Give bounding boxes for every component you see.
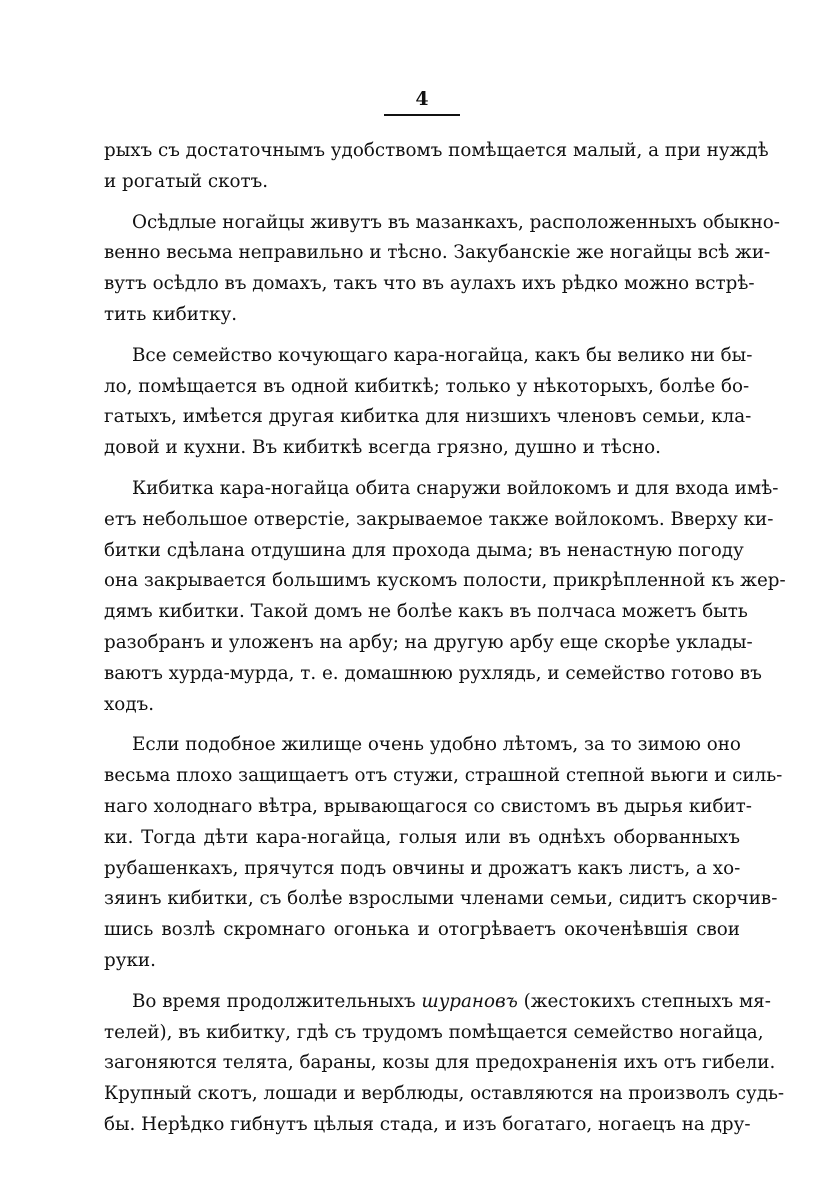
paragraph-2 <box>104 208 780 331</box>
text-line: и рогатый скотъ. <box>104 170 269 192</box>
body-text <box>104 136 786 1141</box>
text-line: наго холоднаго вѣтра, врывающагося со свистомъ въ дырья кибит- <box>104 795 752 817</box>
book-page <box>104 88 786 1151</box>
text-line: весьма плохо защищаетъ отъ стужи, страшной степной вьюги и силь- <box>104 765 783 787</box>
text-line: рубашенкахъ, прячутся подъ овчины и дрожатъ какъ листъ, а хо- <box>104 857 741 879</box>
text-line: шись возлѣ скромнаго огонька и отогрѣваетъ окоченѣвшія свои <box>104 919 740 941</box>
text-line: гатыхъ, имѣется другая кибитка для низшихъ членовъ семьи, кла- <box>104 406 752 428</box>
text-line: Кибитка кара-ногайца обита снаружи войлокомъ и для входа имѣ- <box>132 477 779 499</box>
text-fragment: Во время продолжительныхъ <box>132 990 416 1012</box>
text-line: ваютъ хурда-мурда, т. е. домашнюю рухлядь, и семейство готово въ <box>104 662 762 684</box>
text-line: венно весьма неправильно и тѣсно. Закубанскіе же ногайцы всѣ жи- <box>104 242 771 264</box>
text-line: Осѣдлые ногайцы живутъ въ мазанкахъ, расположенныхъ обыкно- <box>132 211 780 233</box>
text-line: ло, помѣщается въ одной кибиткѣ; только у нѣкоторыхъ, болѣе бо- <box>104 375 750 397</box>
text-line: дямъ кибитки. Такой домъ не болѣе какъ въ полчаса можетъ быть <box>104 601 748 623</box>
text-line: ходъ. <box>104 693 155 715</box>
text-line: ки. Тогда дѣти кара-ногайца, голыя или въ однѣхъ оборванныхъ <box>104 826 740 848</box>
paragraph-1 <box>104 136 769 198</box>
italic-term: шурановъ <box>421 990 518 1012</box>
text-line: Если подобное жилище очень удобно лѣтомъ, за то зимою оно <box>132 734 741 756</box>
page-number: 4 <box>415 88 429 110</box>
text-line: разобранъ и уложенъ на арбу; на другую арбу еще скорѣе уклады- <box>104 631 753 653</box>
text-line: руки. <box>104 949 156 971</box>
text-line: зяинъ кибитки, съ болѣе взрослыми членами семьи, сидитъ скорчив- <box>104 888 778 910</box>
text-line: довой и кухни. Въ кибиткѣ всегда грязно, душно и тѣсно. <box>104 437 661 459</box>
text-line: телей), въ кибитку, гдѣ съ трудомъ помѣщается семейство ногайца, <box>104 1021 764 1043</box>
text-line: вутъ осѣдло въ домахъ, такъ что въ аулахъ ихъ рѣдко можно встрѣ- <box>104 273 755 295</box>
text-line: бы. Нерѣдко гибнутъ цѣлыя стада, и изъ богатаго, ногаецъ на дру- <box>104 1113 751 1135</box>
paragraph-6 <box>104 987 785 1141</box>
paragraph-4 <box>104 474 786 720</box>
text-line: етъ небольшое отверстіе, закрываемое также войлокомъ. Вверху ки- <box>104 508 774 530</box>
text-line: Крупный скотъ, лошади и верблюды, оставляются на произволъ судь- <box>104 1083 785 1105</box>
text-line: она закрывается большимъ кускомъ полости, прикрѣпленной къ жер- <box>104 570 786 592</box>
text-line: битки сдѣлана отдушина для прохода дыма; въ ненастную погоду <box>104 539 744 561</box>
text-line: Все семейство кочующаго кара-ногайца, какъ бы велико ни бы- <box>132 344 753 366</box>
text-line: рыхъ съ достаточнымъ удобствомъ помѣщается малый, а при нуждѣ <box>104 140 769 161</box>
text-fragment: (жестокихъ степныхъ мя- <box>523 990 771 1012</box>
text-line-with-italic <box>104 987 771 1018</box>
paragraph-3 <box>104 341 753 464</box>
paragraph-5 <box>104 730 783 976</box>
page-number-rule <box>384 114 460 116</box>
text-line: тить кибитку. <box>104 303 238 325</box>
text-line: загоняются телята, бараны, козы для предохраненія ихъ отъ гибели. <box>104 1052 776 1074</box>
